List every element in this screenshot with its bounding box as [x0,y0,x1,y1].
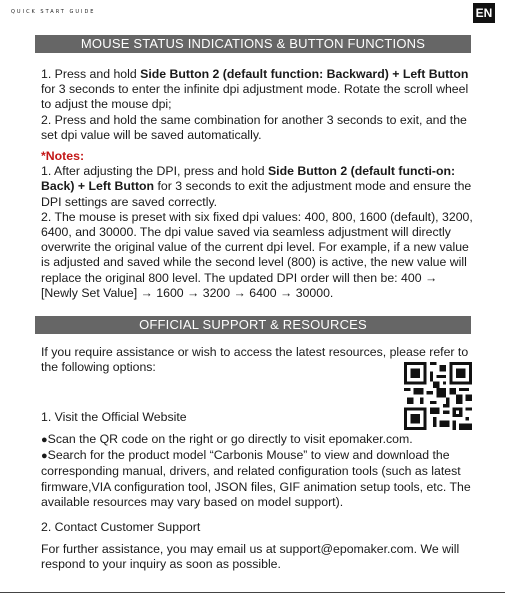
step-2: 2. Press and hold the same combination for another 3 seconds to exit, and the set dpi value will be saved automatically. [41,112,467,142]
section-title-support: OFFICIAL SUPPORT & RESOURCES [35,316,471,334]
bullet-search-model-text: Search for the product model “Carbonis Mouse” to view and download the corresponding manual, drivers, and related configuration tools (such as latest firmware,VIA configuration tool, JSON files, GIF animation setup tools, etc. The available resources may vary based on model support). [41,448,471,509]
contact-support-text: For further assistance, you may email us at support@epomaker.com. We will respond to your inquiry as soon as possible. [41,542,460,572]
bullet-scan-qr-text: Scan the QR code on the right or go directly to visit epomaker.com. [47,432,413,446]
notes-title: *Notes: [41,149,85,164]
bullet-scan-qr [41,432,473,448]
mouse-status-content [41,67,473,301]
step-1 [41,67,473,113]
note-1 [41,164,473,210]
contact-support-heading: 2. Contact Customer Support [41,520,201,534]
note-1-text-end: for 3 seconds to exit the adjustment mode and ensure the DPI settings are saved correctly. [41,179,472,209]
section-title-mouse-status: MOUSE STATUS INDICATIONS & BUTTON FUNCTIONS [35,35,471,53]
step-1-text: 1. Press and hold [41,67,141,81]
step-1-bold: Side Button 2 (default function: Backward) + Left Button [140,67,469,81]
bottom-divider [0,592,505,593]
note-2: 2. The mouse is preset with six fixed dpi values: 400, 800, 1600 (default), 3200, 6400, and 30000. The dpi value saved via seamless adjustment will directly overwrite the original value of the current dpi level. For example, if a new value is adjusted and saved while the second level (800) is active, the new value will replace the original 800 level. The updated DPI order will then be: 400 → [Newly Set Value] → 1600 → 3200 → 6400 → 30000. [41,209,473,300]
note-1-text: 1. After adjusting the DPI, press and hold [41,164,268,179]
visit-website-heading: 1. Visit the Official Website [41,410,187,424]
support-intro: If you require assistance or wish to access the latest resources, please refer to the following options: [41,345,469,375]
note-1-bold: Side Button 2 (default functi-on: Back) + Left Button [41,164,456,194]
website-bullets [41,432,473,510]
language-badge: EN [473,3,495,23]
guide-label: QUICK START GUIDE [11,9,96,15]
bullet-search-model [41,448,473,510]
step-1-text-end: for 3 seconds to enter the infinite dpi adjustment mode. Rotate the scroll wheel to adjust the mouse dpi; [41,82,469,112]
